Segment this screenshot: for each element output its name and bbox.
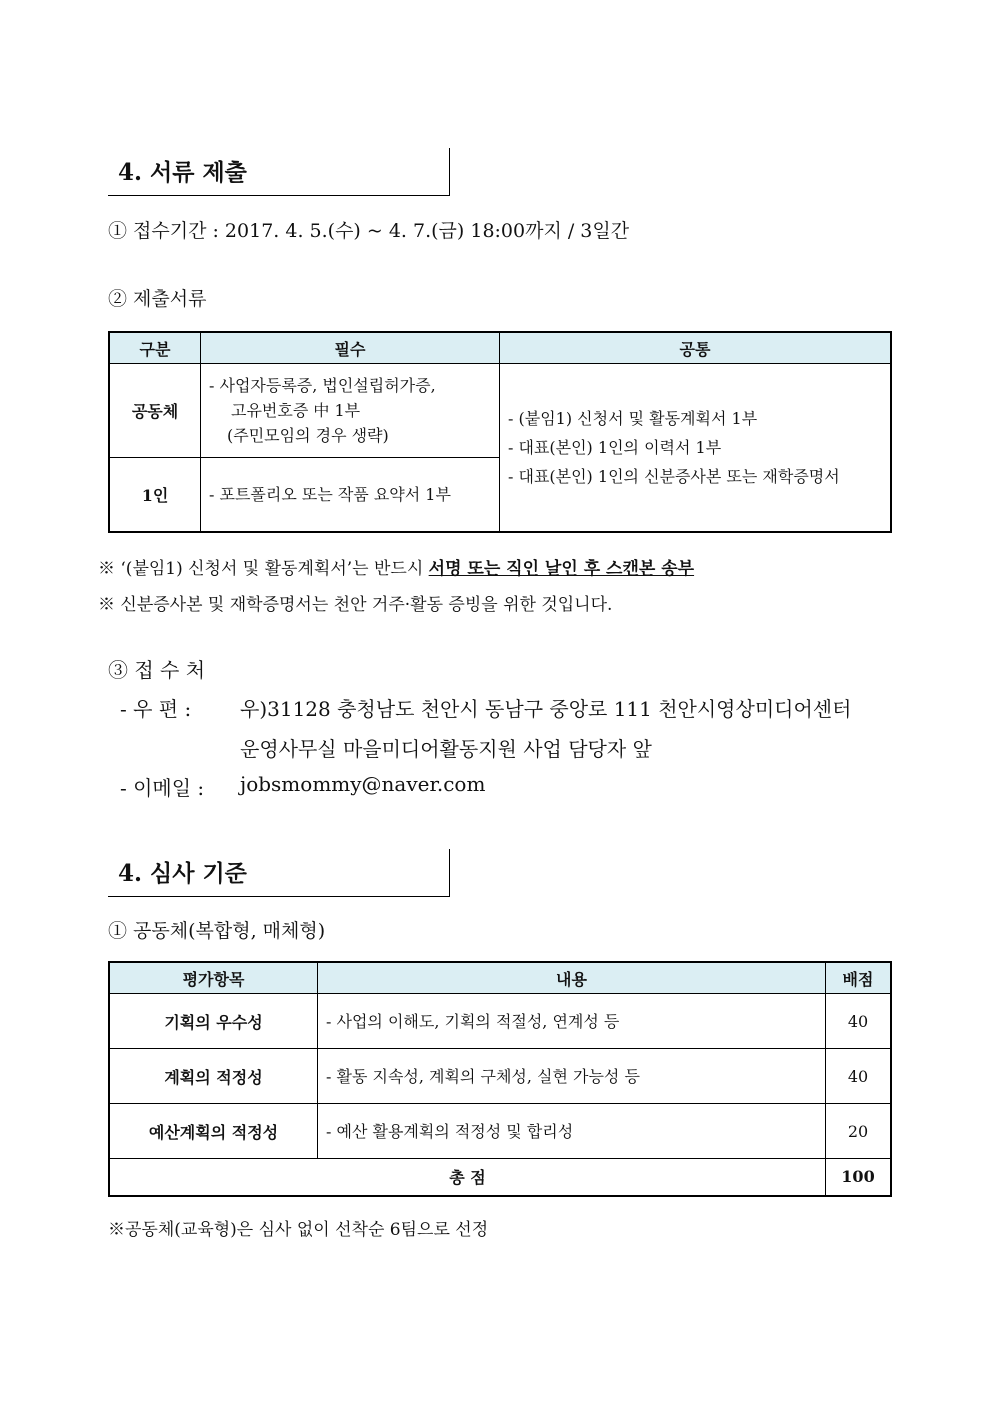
table-header-row	[109, 332, 891, 364]
required-line: - 사업자등록증, 법인설립허가증,	[209, 376, 436, 395]
section-header-criteria	[108, 849, 450, 897]
criteria-score: 20	[826, 1104, 892, 1159]
criteria-item: 기획의 우수성	[109, 994, 318, 1049]
required-community	[201, 364, 500, 458]
required-line: 고유번호증 中 1부	[231, 401, 361, 420]
notice-text: ※ ‘(붙임1) 신청서 및 활동계획서’는 반드시	[98, 559, 429, 579]
row-label-individual: 1인	[109, 458, 201, 532]
common-line: - (붙임1) 신청서 및 활동계획서 1부	[508, 408, 758, 428]
common-line: - 대표(본인) 1인의 이력서 1부	[508, 437, 722, 457]
total-score: 100	[826, 1159, 892, 1196]
receipt-label: ③ 접 수 처	[108, 658, 206, 682]
documents-table	[108, 331, 892, 533]
criteria-item: 예산계획의 적정성	[109, 1104, 318, 1159]
section-title: 4. 심사 기준	[118, 860, 247, 887]
header-category: 구분	[109, 332, 201, 364]
section-title: 4. 서류 제출	[118, 159, 247, 186]
header-required: 필수	[201, 332, 500, 364]
table-row	[109, 994, 891, 1049]
criteria-score: 40	[826, 994, 892, 1049]
header-content: 내용	[318, 962, 826, 994]
table-row	[109, 1104, 891, 1159]
row-label-community: 공동체	[109, 364, 201, 458]
table-row	[109, 1049, 891, 1104]
total-row	[109, 1159, 891, 1196]
table-row	[109, 364, 891, 458]
required-individual: - 포트폴리오 또는 작품 요약서 1부	[201, 458, 500, 532]
criteria-subtitle: ① 공동체(복합형, 매체형)	[108, 920, 326, 942]
email-label: - 이메일 :	[120, 776, 205, 800]
table-header-row	[109, 962, 891, 994]
common-line: - 대표(본인) 1인의 신분증사본 또는 재학증명서	[508, 466, 840, 486]
email-address[interactable]: jobsmommy@naver.com	[240, 772, 486, 796]
post-label: - 우 편 :	[120, 697, 192, 721]
section-header-submission	[108, 148, 450, 196]
criteria-content: - 활동 지속성, 계획의 구체성, 실현 가능성 등	[318, 1049, 826, 1104]
notice-emphasis: 서명 또는 직인 날인 후 스캔본 송부	[428, 559, 695, 579]
post-address-line2: 운영사무실 마을미디어활동지원 사업 담당자 앞	[240, 737, 652, 761]
total-label: 총 점	[109, 1159, 826, 1196]
notice-id-proof: ※ 신분증사본 및 재학증명서는 천안 거주·활동 증빙을 위한 것입니다.	[98, 595, 613, 615]
criteria-content: - 예산 활용계획의 적정성 및 합리성	[318, 1104, 826, 1159]
documents-label: ② 제출서류	[108, 288, 207, 310]
criteria-score: 40	[826, 1049, 892, 1104]
header-common: 공통	[500, 332, 892, 364]
post-address-line1: 우)31128 충청남도 천안시 동남구 중앙로 111 천안시영상미디어센터	[240, 697, 852, 721]
common-docs	[500, 364, 892, 532]
criteria-content: - 사업의 이해도, 기획의 적절성, 연계성 등	[318, 994, 826, 1049]
header-score: 배점	[826, 962, 892, 994]
criteria-table	[108, 961, 892, 1197]
header-item: 평가항목	[109, 962, 318, 994]
notice-signature	[98, 554, 694, 579]
criteria-item: 계획의 적정성	[109, 1049, 318, 1104]
submission-period: ① 접수기간 : 2017. 4. 5.(수) ~ 4. 7.(금) 18:00까지 / 3일간	[108, 220, 630, 242]
required-line: (주민모임의 경우 생략)	[227, 426, 389, 445]
criteria-note: ※공동체(교육형)은 심사 없이 선착순 6팀으로 선정	[108, 1220, 489, 1240]
